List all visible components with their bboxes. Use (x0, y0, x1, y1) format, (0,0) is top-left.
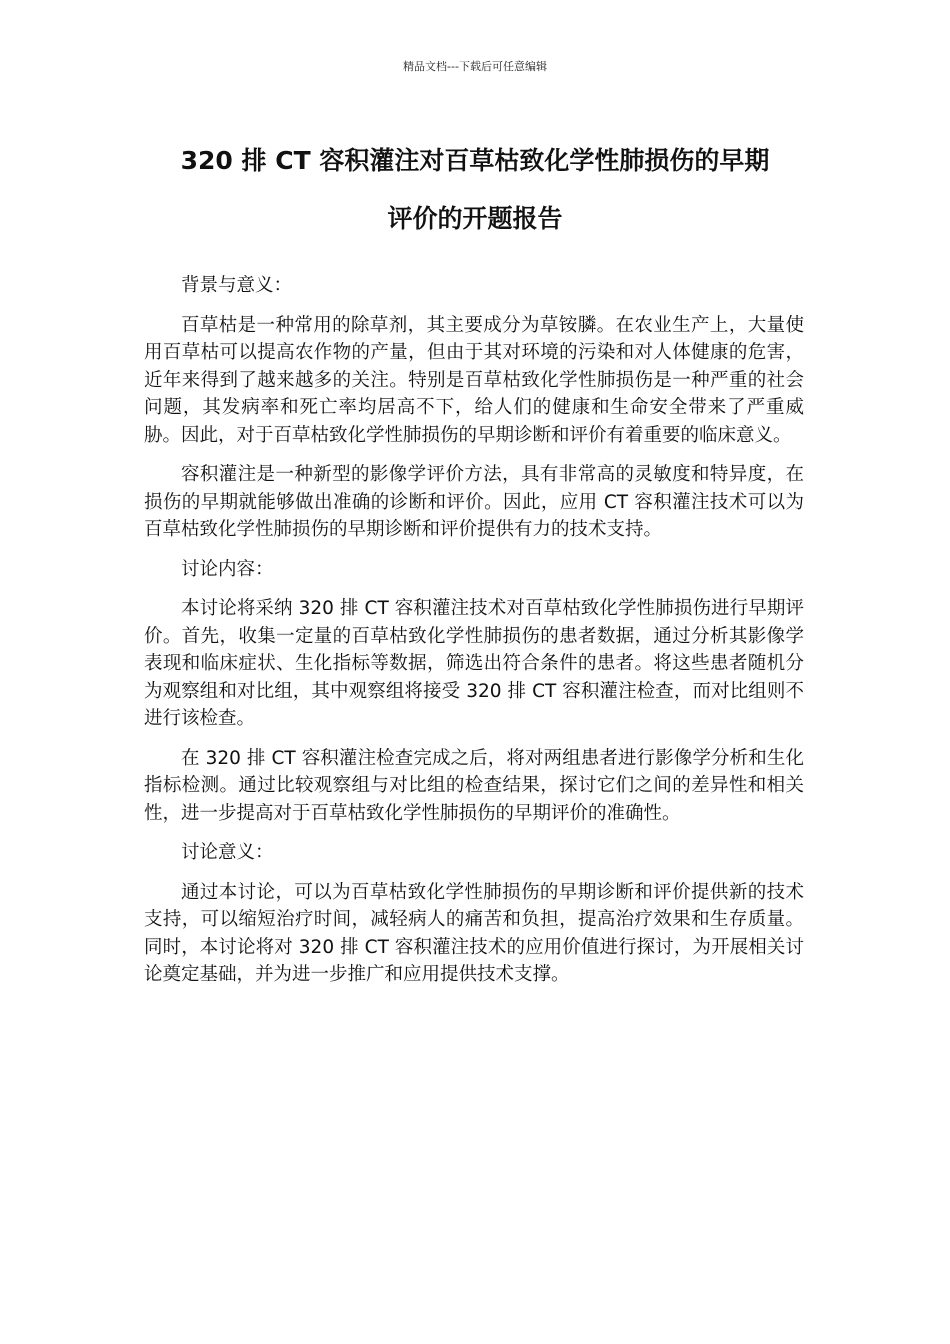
document-title (120, 132, 830, 248)
section-heading-significance: 讨论意义： (181, 842, 274, 863)
section-heading-content: 讨论内容： (181, 558, 274, 580)
paragraph: 通过本讨论，可以为百草枯致化学性肺损伤的早期诊断和评价提供新的技术支持，可以缩短治疗时间，减轻病人的痛苦和负担，提高治疗效果和生存质量。同时，本讨论将对 320 排 CT 容积灌注技术的应用价值进行探讨，为开展相关讨论奠定基础，并为进一步推广和应用提供技术支撑。 (144, 881, 804, 985)
paragraph: 容积灌注是一种新型的影像学评价方法，具有非常高的灵敏度和特异度，在损伤的早期就能够做出准确的诊断和评价。因此，应用 CT 容积灌注技术可以为百草枯致化学性肺损伤的早期诊断和评价提供有力的技术支持。 (144, 464, 804, 540)
section-heading-background: 背景与意义： (181, 275, 293, 296)
title-line-1: 320 排 CT 容积灌注对百草枯致化学性肺损伤的早期 (180, 146, 770, 175)
page-header: 精品文档---下载后可任意编辑 (403, 60, 547, 73)
paragraph: 在 320 排 CT 容积灌注检查完成之后，将对两组患者进行影像学分析和生化指标检测。通过比较观察组与对比组的检查结果，探讨它们之间的差异性和相关性，进一步提高对于百草枯致化学性肺损伤的早期评价的准确性。 (144, 747, 804, 824)
paragraph: 百草枯是一种常用的除草剂，其主要成分为草铵膦。在农业生产上，大量使用百草枯可以提高农作物的产量，但由于其对环境的污染和对人体健康的危害，近年来得到了越来越多的关注。特别是百草枯致化学性肺损伤是一种严重的社会问题，其发病率和死亡率均居高不下，给人们的健康和生命安全带来了严重威胁。因此，对于百草枯致化学性肺损伤的早期诊断和评价有着重要的临床意义。 (144, 314, 804, 446)
document-body (144, 272, 804, 1001)
title-line-2: 评价的开题报告 (387, 204, 563, 233)
paragraph: 本讨论将采纳 320 排 CT 容积灌注技术对百草枯致化学性肺损伤进行早期评价。首先，收集一定量的百草枯致化学性肺损伤的患者数据，通过分析其影像学表现和临床症状、生化指标等数据，筛选出符合条件的患者。将这些患者随机分为观察组和对比组，其中观察组将接受 320 排 CT 容积灌注检查，而对比组则不进行该检查。 (144, 598, 804, 729)
